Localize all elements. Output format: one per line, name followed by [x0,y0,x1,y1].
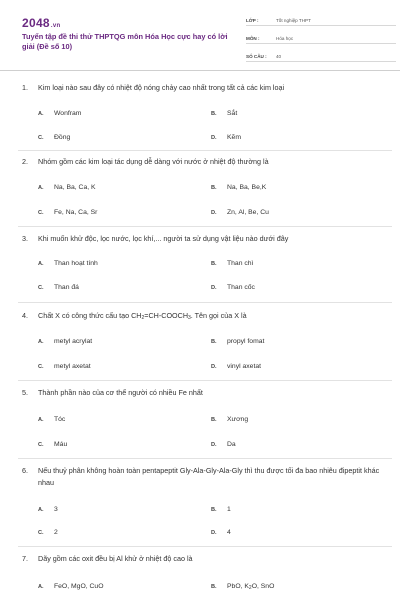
question-7-option-a[interactable]: A. FeO, MgO, CuO [38,583,104,590]
header-divider [0,70,400,71]
question-4-option-d[interactable]: D. vinyl axetat [211,363,262,370]
question-separator [18,226,392,227]
question-6-option-d[interactable]: D. 4 [211,529,231,536]
meta-row-count: SỐ CÂU : 40 [246,48,396,62]
question-2-text: 2. Nhóm gồm các kim loại tác dụng dễ dàng với nước ở nhiệt độ thường là [22,157,269,166]
question-3-option-c[interactable]: C. Than đá [38,284,79,291]
meta-row-class: LỚP : Tốt nghiệp THPT [246,12,396,26]
question-6-text: 6. Nếu thuỷ phân không hoàn toàn pentapeptit Gly-Ala-Gly-Ala-Gly thì thu được tối đa bao nhiêu đipeptit khác nhau [22,466,380,487]
question-4-option-c[interactable]: C. metyl axetat [38,363,91,370]
question-5-text: 5. Thành phần nào của cơ thể người có nhiều Fe nhất [22,388,203,397]
question-4-text: 4. Chất X có công thức cấu tạo $CH_2=CH-COOCH_3$. Tên gọi của X là [22,311,247,321]
logo[interactable]: 2048.vn [22,16,61,30]
question-separator [18,546,392,547]
question-6-option-c[interactable]: C. 2 [38,529,58,536]
question-separator [18,380,392,381]
question-4-option-a[interactable]: A. metyl acrylat [38,338,93,345]
question-7-option-b[interactable]: B. PbO, $K_2O$, SnO [211,583,275,591]
question-6-option-b[interactable]: B. 1 [211,506,231,513]
question-3-text: 3. Khi muốn khử độc, lọc nước, lọc khí,... người ta sử dụng vật liệu nào dưới đây [22,234,289,243]
question-1-option-a[interactable]: A. Wonfram [38,110,82,117]
header [18,0,392,70]
question-separator [18,458,392,459]
question-separator [18,150,392,151]
question-2-option-a[interactable]: A. Na, Ba, Ca, K [38,184,96,191]
question-6-option-a[interactable]: A. 3 [38,506,58,513]
question-5-option-d[interactable]: D. Da [211,441,236,448]
question-5-option-b[interactable]: B. Xương [211,416,249,423]
question-1-text: 1. Kim loại nào sau đây có nhiệt độ nóng chảy cao nhất trong tất cả các kim loại [22,83,285,92]
question-3-option-d[interactable]: D. Than cốc [211,284,255,291]
question-2-option-c[interactable]: C. Fe, Na, Ca, Sr [38,209,98,216]
question-3-option-a[interactable]: A. Than hoạt tính [38,260,98,267]
question-3-option-b[interactable]: B. Than chì [211,260,254,267]
meta-info [246,12,396,66]
question-1-option-d[interactable]: D. Kẽm [211,134,241,141]
meta-row-subject: MÔN : Hóa học [246,30,396,44]
question-5-option-a[interactable]: A. Tóc [38,416,66,423]
question-7-text: 7. Dãy gồm các oxit đều bị Al khử ở nhiệt độ cao là [22,554,193,563]
question-2-option-b[interactable]: B. Na, Ba, Be,K [211,184,267,191]
question-1-option-c[interactable]: C. Đồng [38,134,71,141]
exam-title: Tuyển tập đề thi thử THPTQG môn Hóa Học cực hay có lời giải (Đề số 10) [22,32,228,51]
question-2-option-d[interactable]: D. Zn, Al, Be, Cu [211,209,269,216]
question-1-option-b[interactable]: B. Sắt [211,110,238,117]
question-5-option-c[interactable]: C. Máu [38,441,68,448]
question-4-option-b[interactable]: B. propyl fomat [211,338,265,345]
question-separator [18,302,392,303]
